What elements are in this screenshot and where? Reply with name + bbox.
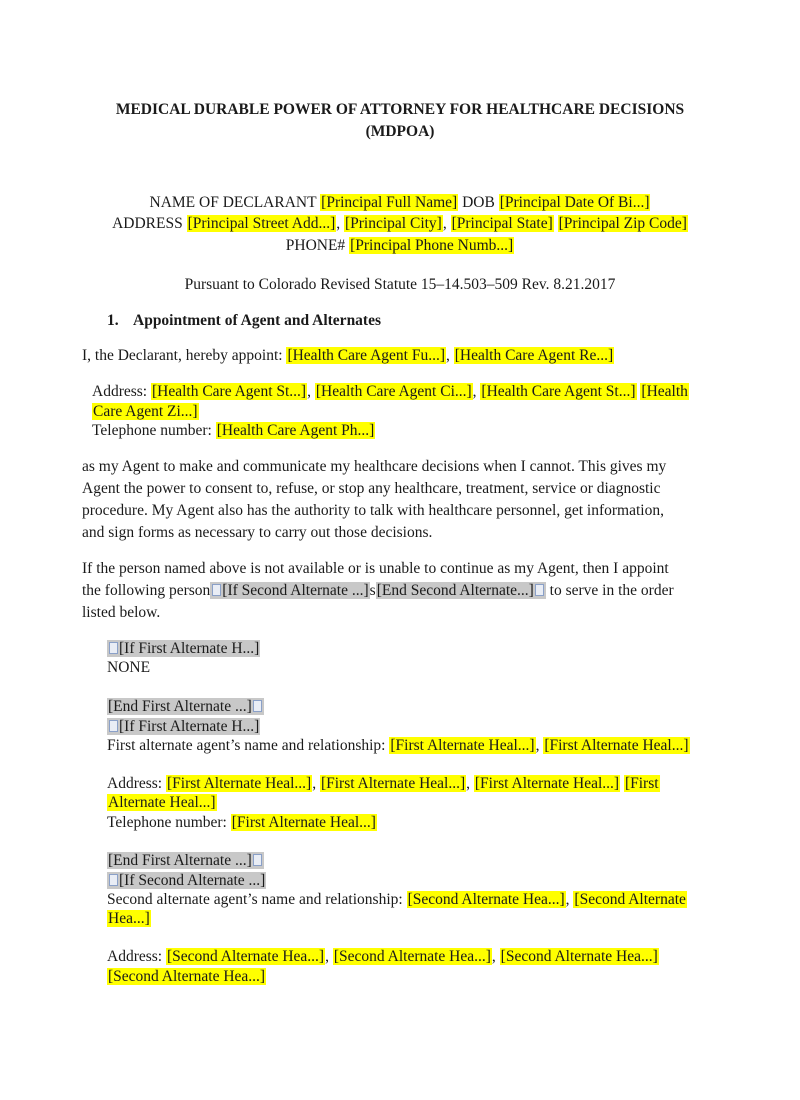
second-alternate-city-field[interactable]: [Second Alternate Hea...] [333, 948, 491, 965]
agent-relationship-field[interactable]: [Health Care Agent Re...] [454, 347, 614, 364]
agent-name-field[interactable]: [Health Care Agent Fu...] [287, 347, 445, 364]
section-number: 1. [107, 312, 119, 329]
document-title-line1: MEDICAL DURABLE POWER OF ATTORNEY FOR HEALTHCARE DECISIONS [115, 101, 685, 118]
none-text: NONE [107, 659, 151, 676]
principal-zip-field[interactable]: [Principal Zip Code] [558, 215, 687, 232]
principal-city-field[interactable]: [Principal City] [344, 215, 442, 232]
statute-line: Pursuant to Colorado Revised Statute 15–14.503–509 Rev. 8.21.2017 [184, 276, 616, 293]
first-alternate-street-field[interactable]: [First Alternate Heal...] [166, 775, 312, 792]
field-marker-icon [109, 874, 118, 886]
document-title-line2: (MDPOA) [365, 123, 435, 140]
first-alternate-telephone-label: Telephone number: [107, 814, 227, 831]
alternate-paragraph-end: to serve in the order [549, 582, 674, 599]
principal-name-field[interactable]: [Principal Full Name] [321, 194, 458, 211]
agent-street-field[interactable]: [Health Care Agent St...] [151, 383, 307, 400]
plural-suffix: s [369, 582, 376, 599]
principal-dob-field[interactable]: [Principal Date Of Bi...] [499, 194, 650, 211]
alternate-paragraph-line-1: If the person named above is not available or is unable to continue as my Agent, then I appoint [82, 560, 669, 577]
agent-paragraph-line-3: procedure. My Agent also has the authority to talk with healthcare personnel, get information, [82, 502, 664, 519]
agent-phone-line [92, 421, 375, 441]
second-alternate-name-field[interactable]: [Second Alternate Hea...] [407, 891, 565, 908]
end-second-alternate-tag[interactable] [376, 582, 546, 599]
first-alternate-relationship-field[interactable]: [First Alternate Heal...] [544, 737, 689, 754]
agent-phone-field[interactable]: [Health Care Agent Ph...] [216, 422, 375, 439]
agent-paragraph-line-2: Agent the power to consent to, refuse, or stop any healthcare, treatment, service or diagnostic [82, 480, 661, 497]
end-first-alternate-none-line [107, 697, 264, 717]
agent-zip-field-continued[interactable]: Care Agent Zi...] [93, 403, 198, 420]
agent-address-label: Address: [92, 383, 148, 400]
address-label: ADDRESS [112, 215, 183, 232]
agent-paragraph-line-1: as my Agent to make and communicate my healthcare decisions when I cannot. This gives my [82, 458, 667, 475]
end-second-alternate-text: [End Second Alternate...] [376, 582, 534, 599]
appoint-intro: I, the Declarant, hereby appoint: [82, 347, 283, 364]
field-marker-icon [253, 854, 262, 866]
declarant-address-line: ADDRESS [Principal Street Add...], [Principal City], [Principal State] [Principal Zip Code] [112, 215, 687, 232]
agent-address-line: Address: [Health Care Agent St...], [Health Care Agent Ci...], [Health Care Agent St...] [Health [92, 383, 688, 400]
dob-label: DOB [462, 194, 495, 211]
first-alternate-state-field[interactable]: [First Alternate Heal...] [474, 775, 620, 792]
field-marker-icon [109, 642, 118, 654]
section-heading: Appointment of Agent and Alternates [133, 312, 382, 329]
second-alternate-state-field[interactable]: [Second Alternate Hea...] [500, 948, 658, 965]
first-alternate-phone-line [107, 813, 377, 833]
second-alternate-name-label: Second alternate agent’s name and relationship: [107, 891, 403, 908]
agent-zip-field[interactable]: [Health [641, 383, 688, 400]
second-alternate-relationship-field-continued[interactable]: Hea...] [108, 910, 150, 927]
if-first-alternate-none-line [107, 639, 260, 659]
first-alternate-address-label: Address: [107, 775, 163, 792]
agent-telephone-label: Telephone number: [92, 422, 212, 439]
if-first-alternate-text: [If First Alternate H...] [119, 640, 260, 657]
if-second-alternate-text: [If Second Alternate ...] [119, 872, 266, 889]
first-alternate-zip-field-continued[interactable]: Alternate Heal...] [108, 794, 216, 811]
if-second-alternate-line [107, 871, 266, 891]
second-alternate-address-label: Address: [107, 948, 163, 965]
second-alternate-relationship-field[interactable]: [Second Alternate [574, 891, 686, 908]
first-alternate-zip-field[interactable]: [First [624, 775, 659, 792]
end-first-alternate-text: [End First Alternate ...] [108, 852, 252, 869]
if-second-alternate-text: [If Second Alternate ...] [222, 582, 369, 599]
first-alternate-address-line-2 [107, 793, 217, 813]
second-alternate-name-line: Second alternate agent’s name and relationship: [Second Alternate Hea...], [Second Alternate [107, 891, 686, 908]
alternate-paragraph-line-2 [82, 581, 674, 601]
alternate-paragraph-line-3: listed below. [82, 604, 161, 621]
first-alternate-name-field[interactable]: [First Alternate Heal...] [390, 737, 535, 754]
first-alternate-phone-field[interactable]: [First Alternate Heal...] [231, 814, 376, 831]
agent-city-field[interactable]: [Health Care Agent Ci...] [315, 383, 472, 400]
if-second-alternate-tag[interactable] [210, 582, 369, 599]
second-alternate-street-field[interactable]: [Second Alternate Hea...] [166, 948, 325, 965]
first-alternate-name-line: First alternate agent’s name and relationship: [First Alternate Heal...], [First Alternate Heal...] [107, 737, 689, 754]
end-first-alternate-tag[interactable] [107, 852, 264, 869]
if-first-alternate-tag[interactable] [107, 718, 260, 735]
if-second-alternate-tag[interactable] [107, 872, 266, 889]
end-first-alternate-tag[interactable] [107, 698, 264, 715]
phone-label: PHONE# [285, 237, 346, 254]
field-marker-icon [253, 700, 262, 712]
end-first-alternate-line [107, 851, 264, 871]
end-first-alternate-text: [End First Alternate ...] [108, 698, 252, 715]
first-alternate-name-label: First alternate agent’s name and relationship: [107, 737, 386, 754]
second-alternate-address-line-2 [107, 967, 266, 987]
agent-address-line-2 [92, 402, 199, 422]
alternate-paragraph-start: the following person [82, 582, 211, 599]
second-alternate-zip-field[interactable]: [Second Alternate Hea...] [108, 968, 266, 985]
first-alternate-city-field[interactable]: [First Alternate Heal...] [320, 775, 466, 792]
second-alternate-address-line: Address: [Second Alternate Hea...], [Second Alternate Hea...], [Second Alternate Hea...] [107, 948, 658, 965]
appoint-line: I, the Declarant, hereby appoint: [Health Care Agent Fu...], [Health Care Agent Re...] [82, 347, 614, 364]
field-marker-icon [535, 584, 544, 596]
if-first-alternate-text: [If First Alternate H...] [119, 718, 260, 735]
declarant-name-line [0, 193, 800, 213]
if-first-alternate-line [107, 717, 260, 737]
if-first-alternate-tag[interactable] [107, 640, 260, 657]
field-marker-icon [109, 720, 118, 732]
field-marker-icon [212, 584, 221, 596]
declarant-phone-line [0, 236, 800, 256]
declarant-name-label: NAME OF DECLARANT [149, 194, 317, 211]
principal-street-field[interactable]: [Principal Street Add...] [187, 215, 336, 232]
first-alternate-address-line: Address: [First Alternate Heal...], [First Alternate Heal...], [First Alternate Heal...] [First [107, 775, 659, 792]
principal-phone-field[interactable]: [Principal Phone Numb...] [350, 237, 514, 254]
agent-state-field[interactable]: [Health Care Agent St...] [481, 383, 636, 400]
second-alternate-name-line-2 [107, 909, 151, 929]
agent-paragraph-line-4: and sign forms as necessary to carry out those decisions. [82, 524, 433, 541]
principal-state-field[interactable]: [Principal State] [451, 215, 553, 232]
